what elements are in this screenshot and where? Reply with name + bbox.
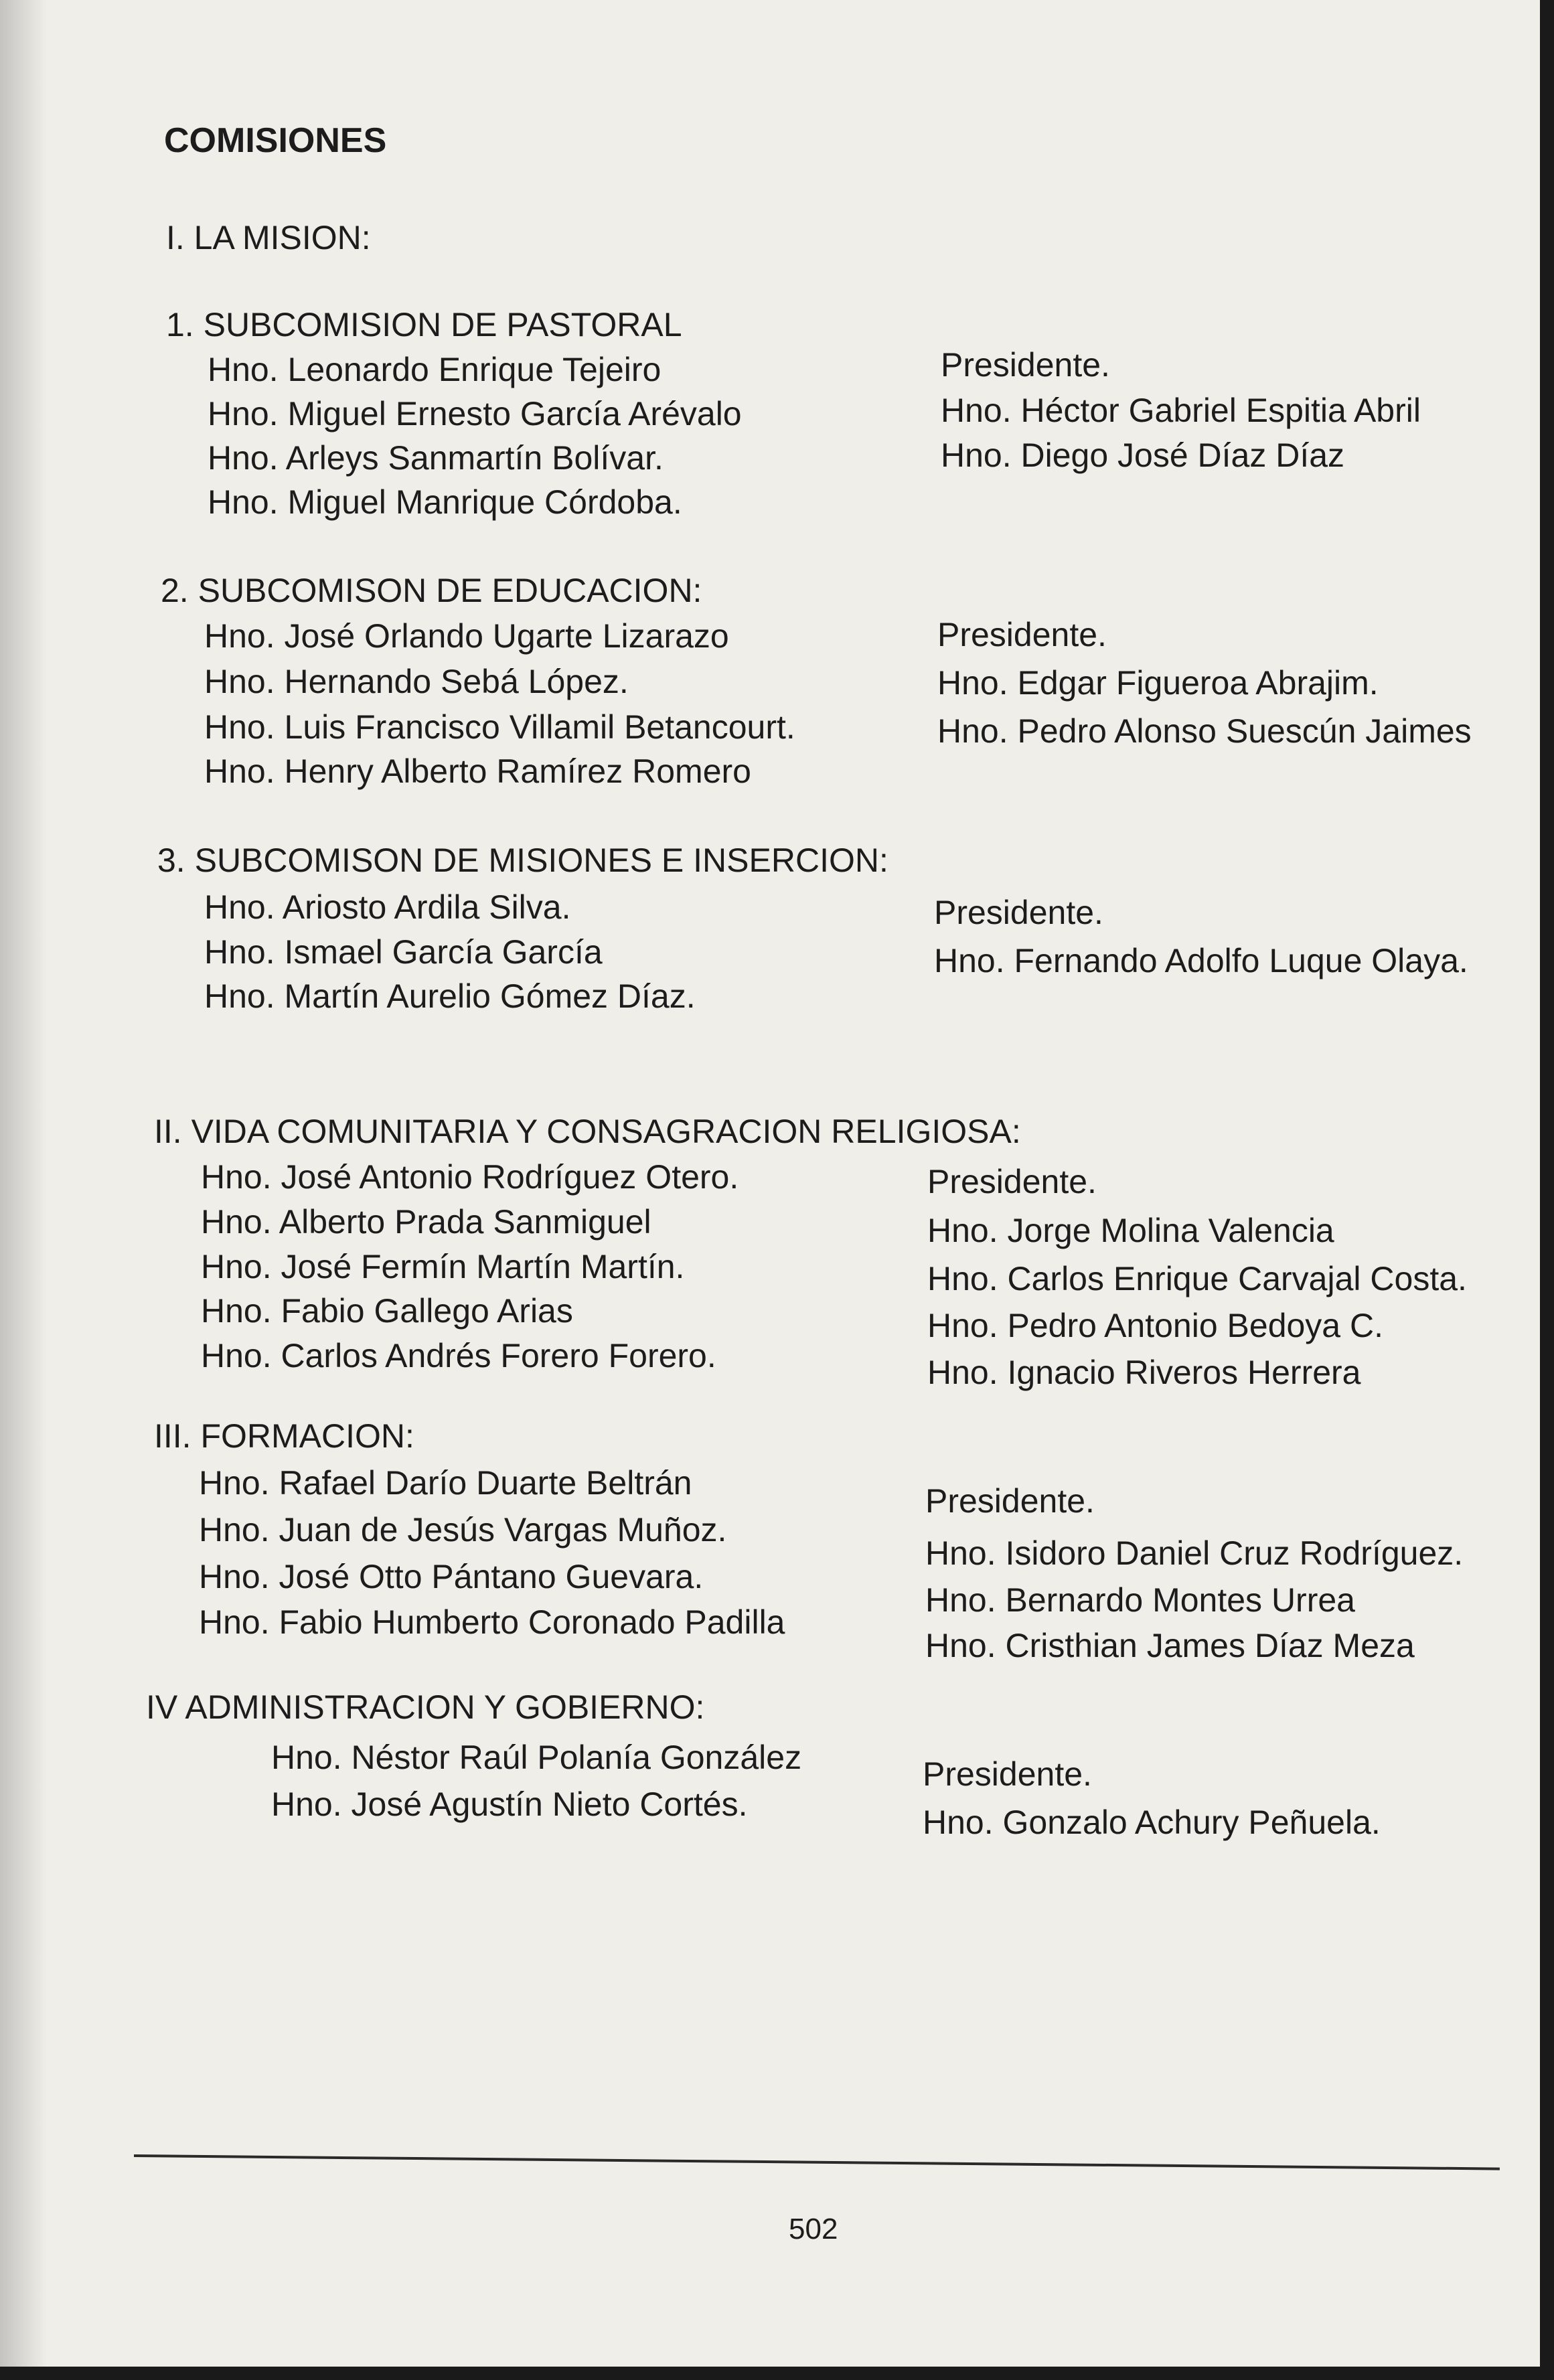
section-title-mision: I. LA MISION: <box>166 219 371 256</box>
member-name: Hno. Edgar Figueroa Abrajim. <box>937 664 1379 702</box>
member-name: Hno. Cristhian James Díaz Meza <box>925 1627 1415 1664</box>
member-name: Hno. Pedro Antonio Bedoya C. <box>927 1307 1384 1344</box>
member-name: Hno. Rafael Darío Duarte Beltrán <box>199 1464 692 1502</box>
member-name: Hno. Néstor Raúl Polanía González <box>271 1739 802 1776</box>
member-name: Hno. Pedro Alonso Suescún Jaimes <box>937 712 1472 750</box>
section-title-vida-comunitaria: II. VIDA COMUNITARIA Y CONSAGRACION RELIGIOSA: <box>154 1113 1021 1150</box>
member-name: Hno. Gonzalo Achury Peñuela. <box>923 1804 1381 1841</box>
member-name: Hno. Héctor Gabriel Espitia Abril <box>941 392 1421 429</box>
member-name: Hno. José Agustín Nieto Cortés. <box>271 1786 748 1823</box>
footer-rule <box>134 2154 1500 2170</box>
subsection-title-pastoral: 1. SUBCOMISION DE PASTORAL <box>166 306 682 343</box>
member-name: Hno. Fernando Adolfo Luque Olaya. <box>934 942 1468 979</box>
member-name: Hno. Hernando Sebá López. <box>204 663 629 700</box>
member-name: Hno. José Otto Pántano Guevara. <box>199 1558 704 1595</box>
president-label: Presidente. <box>934 894 1103 931</box>
member-name: Hno. Miguel Ernesto García Arévalo <box>208 395 742 432</box>
member-name: Hno. Diego José Díaz Díaz <box>941 437 1345 474</box>
member-name: Hno. Henry Alberto Ramírez Romero <box>204 752 751 790</box>
member-name: Hno. Alberto Prada Sanmiguel <box>201 1203 651 1241</box>
member-name: Hno. Arleys Sanmartín Bolívar. <box>208 439 664 477</box>
member-name: Hno. Carlos Andrés Forero Forero. <box>201 1337 716 1374</box>
president-label: Presidente. <box>923 1755 1092 1793</box>
member-name: Hno. Leonardo Enrique Tejeiro <box>208 351 662 388</box>
subsection-title-educacion: 2. SUBCOMISON DE EDUCACION: <box>161 572 702 609</box>
member-name: Hno. Martín Aurelio Gómez Díaz. <box>204 977 696 1015</box>
section-title-administracion: IV ADMINISTRACION Y GOBIERNO: <box>146 1688 705 1726</box>
member-name: Hno. José Orlando Ugarte Lizarazo <box>204 617 729 655</box>
page-binding-shadow <box>0 0 47 2367</box>
member-name: Hno. Carlos Enrique Carvajal Costa. <box>927 1260 1467 1297</box>
president-label: Presidente. <box>927 1163 1097 1200</box>
subsection-title-misiones: 3. SUBCOMISON DE MISIONES E INSERCION: <box>157 842 888 879</box>
member-name: Hno. Fabio Humberto Coronado Padilla <box>199 1603 785 1641</box>
member-name: Hno. José Antonio Rodríguez Otero. <box>201 1158 739 1196</box>
member-name: Hno. Ariosto Ardila Silva. <box>204 888 571 926</box>
president-label: Presidente. <box>937 616 1107 653</box>
member-name: Hno. José Fermín Martín Martín. <box>201 1248 685 1285</box>
member-name: Hno. Jorge Molina Valencia <box>927 1212 1334 1249</box>
page-number: 502 <box>789 2213 838 2245</box>
president-label: Presidente. <box>925 1482 1095 1520</box>
president-label: Presidente. <box>941 346 1110 384</box>
member-name: Hno. Juan de Jesús Vargas Muñoz. <box>199 1511 727 1549</box>
member-name: Hno. Fabio Gallego Arias <box>201 1292 573 1330</box>
member-name: Hno. Ismael García García <box>204 933 603 971</box>
member-name: Hno. Ignacio Riveros Herrera <box>927 1354 1361 1391</box>
member-name: Hno. Isidoro Daniel Cruz Rodríguez. <box>925 1534 1464 1572</box>
member-name: Hno. Luis Francisco Villamil Betancourt. <box>204 708 795 746</box>
member-name: Hno. Bernardo Montes Urrea <box>925 1581 1355 1619</box>
document-heading: COMISIONES <box>164 121 387 160</box>
section-title-formacion: III. FORMACION: <box>154 1417 414 1455</box>
member-name: Hno. Miguel Manrique Córdoba. <box>208 483 682 521</box>
